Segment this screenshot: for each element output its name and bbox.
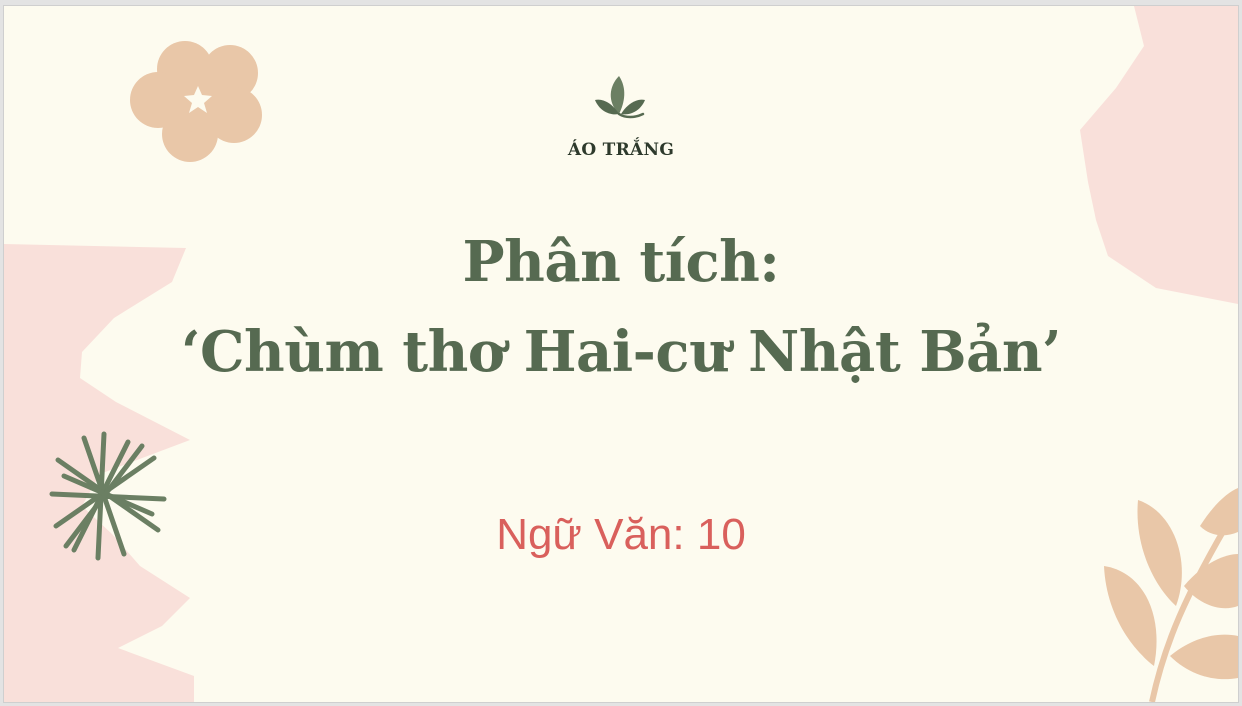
leaf-logo-icon xyxy=(595,74,645,124)
flower-icon xyxy=(130,41,262,162)
left-pink-shape xyxy=(4,244,194,702)
brand-name: ÁO TRẮNG xyxy=(567,140,675,160)
slide-subtitle: Ngữ Văn: 10 xyxy=(496,510,746,559)
title-slide xyxy=(4,6,1238,702)
slide-title-line-1: Phân tích: xyxy=(462,229,780,295)
leaf-branch-icon xyxy=(1104,488,1238,702)
slide-title-line-2: ‘Chùm thơ Hai-cư Nhật Bản’ xyxy=(180,319,1062,385)
